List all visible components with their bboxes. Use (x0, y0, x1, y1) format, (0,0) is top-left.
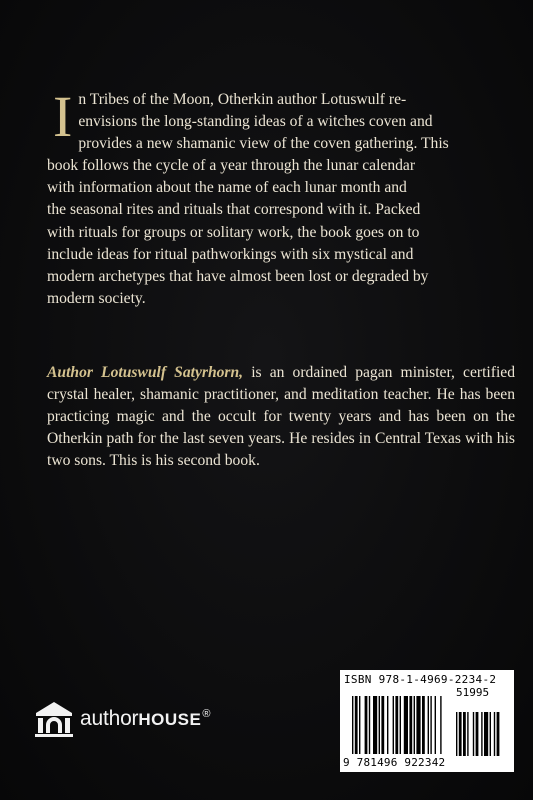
isbn-barcode (340, 670, 514, 772)
blurb-line: book follows the cycle of a year through the lunar calendar (47, 157, 416, 175)
blurb-line: provides a new shamanic view of the coven gathering. This (78, 135, 449, 153)
isbn-text: ISBN 978-1-4969-2234-2 (344, 673, 497, 686)
blurb-line: modern society. (47, 289, 146, 307)
price-code: 51995 (456, 686, 490, 699)
drop-cap: I (53, 84, 73, 149)
blurb-line: n Tribes of the Moon, Otherkin author Lotuswulf re- (78, 91, 407, 108)
publisher-name: authorHOUSE® (80, 707, 211, 730)
blurb-line: with rituals for groups or solitary work, the book goes on to (47, 223, 420, 241)
blurb-line: envisions the long-standing ideas of a witches coven and (78, 113, 433, 131)
publisher-logo (32, 699, 210, 739)
blurb-line: modern archetypes that have almost been lost or degraded by (47, 267, 429, 285)
author-bio (47, 362, 515, 472)
blurb-line: the seasonal rites and rituals that correspond with it. Packed (47, 201, 421, 219)
author-name: Author Lotuswulf Satyrhorn, (47, 364, 244, 381)
authorhouse-building-icon (32, 699, 76, 739)
author-bio-text: is an ordained pagan minister, certified crystal healer, shamanic practitioner, and meditation teacher. He has been practicing magic and the occult for twenty years and has been on the Otherkin path for the last seven years. He resides in Central Texas with his two sons. This is his second book. (47, 364, 516, 470)
ean-number: 9 781496 922342 (343, 756, 446, 769)
blurb-line: with information about the name of each lunar month and (47, 179, 407, 197)
blurb-line: include ideas for ritual pathworkings with six mystical and (47, 245, 414, 263)
book-blurb (47, 84, 515, 310)
